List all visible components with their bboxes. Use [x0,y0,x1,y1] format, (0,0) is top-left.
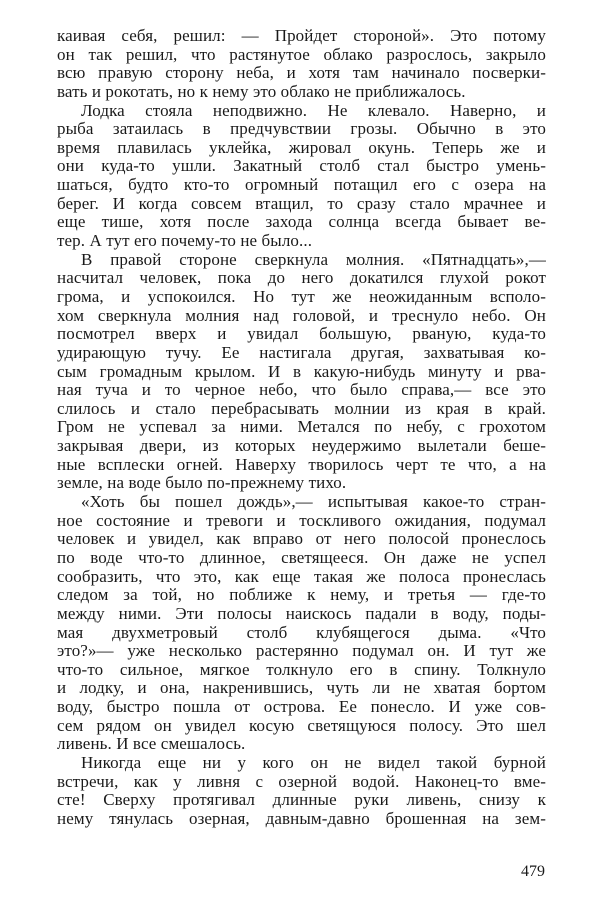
text-line: между ними. Эти полосы наискось падали в воду, поды- [57,603,546,623]
text-line: человек и увидел, как вправо от него полосой пронеслось [57,529,546,549]
text-line: земле, на воде было по-прежнему тихо. [57,473,347,493]
text-line: вать и рокотать, но к нему это облако не приближалось. [57,81,466,101]
text-line: тер. А тут его почему-то не было... [57,231,313,251]
text-line: что-то сильное, мягкое толкнуло его в спину. Толкнуло [57,659,546,679]
text-line: ные всплески огней. Наверху творилось черт те что, а на [57,454,546,474]
page-number: 479 [521,863,545,880]
text-line: ливень. И все смешалось. [57,734,246,754]
text-line: посмотрел вверх и увидал большую, рваную, куда-то [57,324,546,344]
text-line: каивая себя, решил: — Пройдет стороной». Это потому [57,26,546,45]
text-line: Лодка стояла неподвижно. Не клевало. Наверно, и [81,100,546,120]
text-line: еще тише, хотя после захода солнца всегда бывает ве- [57,212,546,232]
text-line: и лодку, и она, накренившись, чуть ли не хватая бортом [57,678,546,698]
text-line: они куда-то ушли. Закатный столб стал быстро умень- [57,156,546,176]
text-line: берег. И когда совсем втащил, то сразу стало мрачнее и [57,193,546,213]
text-line: нему тянулась озерная, давным-давно брошенная на зем- [57,808,546,828]
text-line: В правой стороне сверкнула молния. «Пятнадцать»,— [81,249,546,269]
text-line: мая двухметровый столб клубящегося дыма. «Что [57,622,546,642]
text-line: ное состояние и тревоги и тоскливого ожидания, подумал [57,510,546,530]
text-line: сообразить, что это, как еще такая же полоса пронеслась [57,566,546,586]
text-line: это?»— уже несколько растерянно подумал он. И тут же [57,641,546,661]
paragraph [57,493,546,754]
text-line: он так решил, что растянутое облако разрослось, закрыло [57,44,546,64]
text-line: воду, быстро пошла от острова. Ее понесло. И уже сов- [57,697,546,717]
text-line: хом сверкнула молния над головой, и треснуло небо. Он [57,305,546,325]
text-line: Гром не успевал за ними. Метался по небу, с грохотом [57,417,546,437]
paragraph [57,27,546,102]
text-line: Никогда еще ни у кого он не видел такой бурной [81,752,546,772]
text-line: рыба затаилась в предчувствии грозы. Обычно в это [57,119,546,139]
text-line: ная туча и то черное небо, что было справа,— все это [57,380,546,400]
paragraph [57,102,546,251]
paragraph [57,251,546,493]
text-line: время плавилась уклейка, жировал окунь. Теперь же и [57,137,546,157]
text-line: сем рядом он увидел косую светящуюся полосу. Это шел [57,715,546,735]
page-body-text [57,27,546,829]
text-line: закрывая двери, из которых неудержимо вылетали беше- [57,436,546,456]
text-line: удирающую тучу. Ее настигала другая, захватывая ко- [57,342,546,362]
text-line: сте! Сверху протягивал длинные руки ливень, снизу к [57,790,546,810]
text-line: слилось и стало перебрасывать молнии из края в край. [57,398,546,418]
text-line: следом за той, но поближе к нему, и третья — где-то [57,585,546,605]
text-line: «Хоть бы пошел дождь»,— испытывая какое-то стран- [81,492,546,512]
text-line: встречи, как у ливня с озерной водой. Наконец-то вме- [57,771,546,791]
text-line: по воде что-то длинное, светящееся. Он даже не успел [57,547,546,567]
text-line: грома, и успокоился. Но тут же неожиданным всполо- [57,286,546,306]
text-line: насчитал человек, пока до него докатился глухой рокот [57,268,546,288]
paragraph [57,754,546,829]
text-line: всю правую сторону неба, и хотя там начинало посверки- [57,63,546,83]
text-line: сым громадным крылом. И в какую-нибудь минуту и рва- [57,361,546,381]
text-line: шаться, будто кто-то огромный потащил его с озера на [57,175,546,195]
